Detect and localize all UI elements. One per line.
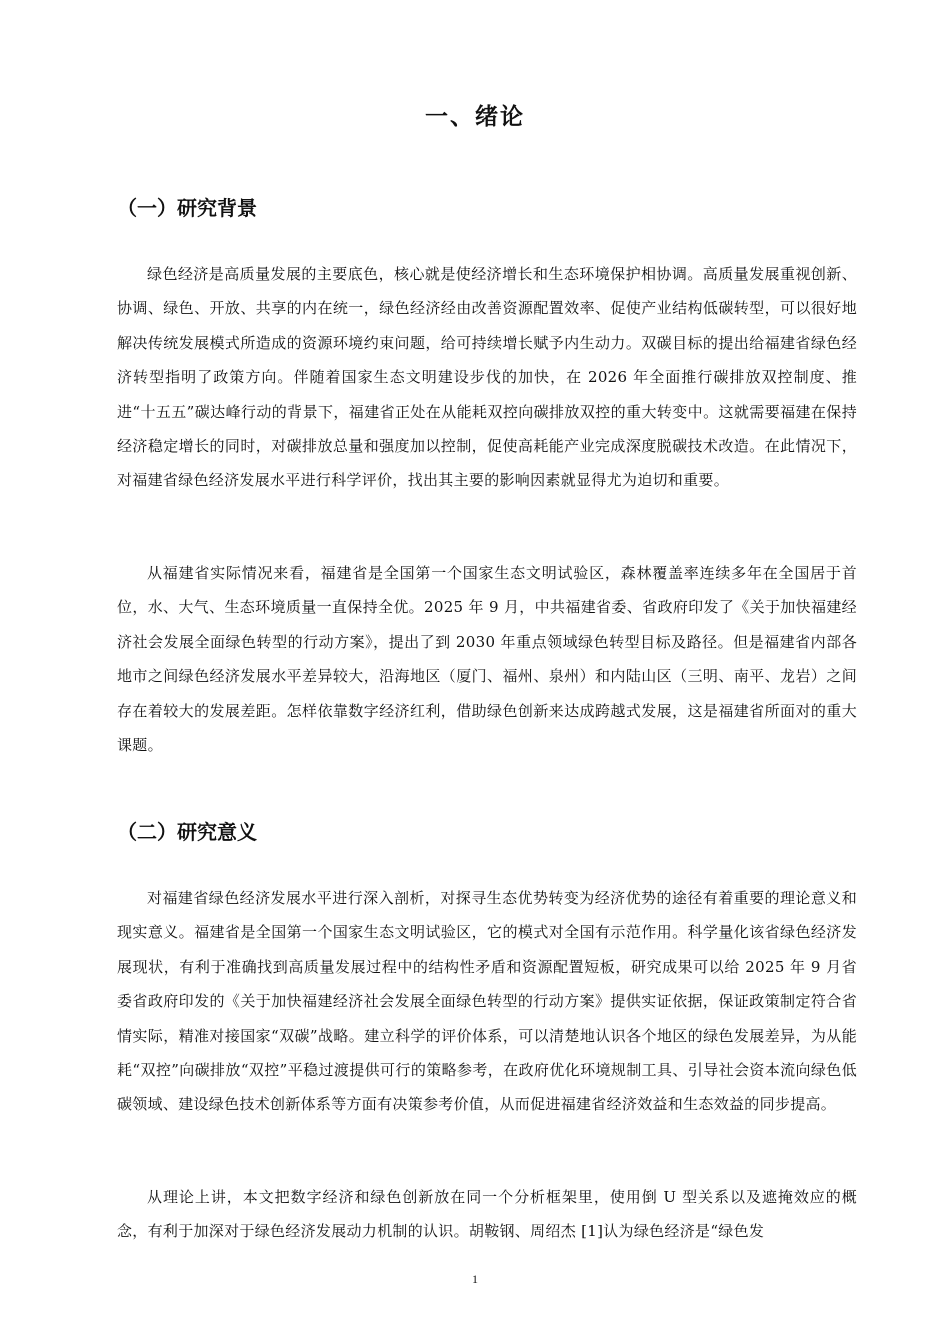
body-paragraph: 从理论上讲，本文把数字经济和绿色创新放在同一个分析框架里，使用倒 U 型关系以及遮掩效应的概念，有利于加深对于绿色经济发展动力机制的认识。胡鞍钢、周绍杰 [1]认为绿色经济是“绿色发	[117, 1188, 857, 1241]
body-paragraph: 从福建省实际情况来看，福建省是全国第一个国家生态文明试验区，森林覆盖率连续多年在全国居于首位，水、大气、生态环境质量一直保持全优。2025 年 9 月，中共福建省委、省政府印发了《关于加快福建经济社会发展全面绿色转型的行动方案》，提出了到 2030 年重点领域绿色转型目标及路径。但是福建省内部各地市之间绿色经济发展水平差异较大，沿海地区（厦门、福州、泉州）和内陆山区（三明、南平、龙岩）之间存在着较大的发展差距。怎样依靠数字经济红利，借助绿色创新来达成跨越式发展，这是福建省所面对的重大课题。	[117, 564, 857, 755]
body-paragraph: 对福建省绿色经济发展水平进行深入剖析，对探寻生态优势转变为经济优势的途径有着重要的理论意义和现实意义。福建省是全国第一个国家生态文明试验区，它的模式对全国有示范作用。科学量化该省绿色经济发展现状，有利于准确找到高质量发展过程中的结构性矛盾和资源配置短板，研究成果可以给 2025 年 9 月省委省政府印发的《关于加快福建经济社会发展全面绿色转型的行动方案》提供实证依据，保证政策制定符合省情实际，精准对接国家“双碳”战略。建立科学的评价体系，可以清楚地认识各个地区的绿色发展差异，为从能耗“双控”向碳排放“双控”平稳过渡提供可行的策略参考，在政府优化环境规制工具、引导社会资本流向绿色低碳领域、建设绿色技术创新体系等方面有决策参考价值，从而促进福建省经济效益和生态效益的同步提高。	[117, 889, 857, 1114]
page-number: 1	[472, 1272, 478, 1286]
section-heading-background: （一）研究背景	[117, 196, 257, 220]
body-paragraph: 绿色经济是高质量发展的主要底色，核心就是使经济增长和生态环境保护相协调。高质量发展重视创新、协调、绿色、开放、共享的内在统一，绿色经济经由改善资源配置效率、促使产业结构低碳转型，可以很好地解决传统发展模式所造成的资源环境约束问题，给可持续增长赋予内生动力。双碳目标的提出给福建省绿色经济转型指明了政策方向。伴随着国家生态文明建设步伐的加快，在 2026 年全面推行碳排放双控制度、推进“十五五”碳达峰行动的背景下，福建省正处在从能耗双控向碳排放双控的重大转变中。这就需要福建在保持经济稳定增长的同时，对碳排放总量和强度加以控制，促使高耗能产业完成深度脱碳技术改造。在此情况下，对福建省绿色经济发展水平进行科学评价，找出其主要的影响因素就显得尤为迫切和重要。	[117, 265, 857, 490]
chapter-title: 一、绪论	[425, 104, 525, 130]
section-heading-significance: （二）研究意义	[117, 820, 257, 844]
